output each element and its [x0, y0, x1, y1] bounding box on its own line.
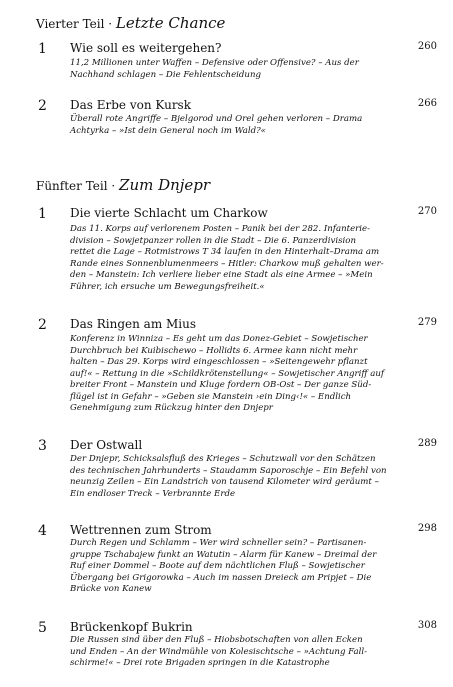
chapter-title: Der Ostwall [70, 438, 143, 452]
summary-line: Genehmigung zum Rückzug hinter den Dnjepr [70, 403, 273, 413]
chapter-summary [70, 334, 425, 415]
part-title: Zum Dnjepr [119, 176, 211, 194]
part-label: Fünfter Teil · [36, 179, 116, 193]
chapter-summary [70, 224, 425, 293]
summary-line: Das 11. Korps auf verlorenem Posten – Panik bei der 282. Infanterie- [70, 224, 371, 234]
summary-line: Konferenz in Winniza – Es geht um das Donez-Gebiet – Sowjetischer [70, 334, 368, 344]
page-number: 260 [417, 41, 437, 52]
page-number: 308 [417, 620, 437, 631]
chapter-number: 4 [38, 523, 47, 539]
summary-line: Überall rote Angriffe – Bjelgorod und Orel gehen verloren – Drama [70, 114, 363, 124]
chapter-number: 2 [38, 98, 47, 114]
summary-line: Ein endloser Treck – Verbrannte Erde [70, 488, 236, 499]
summary-line: Die Russen sind über den Fluß – Hiobsbotschaften von allen Ecken [70, 635, 363, 645]
summary-line: neunzig Zeilen – Ein Landstrich von tausend Kilometer wird geräumt – [70, 477, 379, 487]
chapter-number: 2 [38, 317, 47, 333]
chapter-summary [70, 635, 425, 670]
chapter-title: Brückenkopf Bukrin [70, 620, 193, 634]
part-title: Letzte Chance [115, 14, 226, 32]
summary-line: division – Sowjetpanzer rollen in die Stadt – Die 6. Panzerdivision [70, 235, 356, 246]
summary-line: des technischen Jahrhunderts – Staudamm Saporoschje – Ein Befehl von [70, 465, 387, 476]
summary-line: gruppe Tschabajew funkt an Watutin – Alarm für Kanew – Dreimal der [70, 549, 377, 560]
summary-line: Brücke von Kanew [70, 584, 152, 594]
summary-line: Ruf einer Dommel – Boote auf dem nächtlichen Fluß – Sowjetischer [70, 561, 365, 571]
page-number: 266 [417, 98, 437, 109]
summary-line: halten – Das 29. Korps wird eingeschlossen – »Seitengewehr pflanzt [70, 357, 368, 367]
summary-line: 11,2 Millionen unter Waffen – Defensive oder Offensive? – Aus der [70, 58, 359, 68]
summary-line: breiter Front – Manstein und Kluge fordern OB-Ost – Der ganze Süd- [70, 380, 372, 390]
chapter-summary [70, 114, 425, 137]
page-number: 279 [417, 317, 437, 328]
chapter-summary [70, 538, 425, 596]
chapter-number: 3 [38, 438, 47, 454]
page-number: 289 [417, 438, 437, 449]
part-heading [36, 14, 225, 32]
summary-line: Der Dnjepr, Schicksalsfluß des Krieges – Schutzwall vor den Schätzen [70, 454, 376, 464]
chapter-number: 1 [38, 206, 47, 222]
summary-line: und Enden – An der Windmühle von Kolesischtsche – »Achtung Fall- [70, 646, 368, 657]
summary-line: Durch Regen und Schlamm – Wer wird schneller sein? – Partisanen- [70, 538, 367, 548]
chapter-title: Das Erbe von Kursk [70, 98, 191, 112]
chapter-title: Die vierte Schlacht um Charkow [70, 206, 268, 220]
summary-line: rettet die Lage – Rotmistrows T 34 laufen in den Hinterhalt–Drama am [70, 247, 380, 257]
chapter-title: Das Ringen am Mius [70, 317, 197, 331]
chapter-summary [70, 454, 425, 500]
summary-line: Durchbruch bei Kuibischewo – Hollidts 6. Armee kann nicht mehr [70, 345, 358, 356]
chapter-number: 1 [38, 41, 47, 57]
summary-line: Führer, ich ersuche um Bewegungsfreiheit.« [70, 281, 265, 292]
part-heading [36, 176, 210, 194]
page-number: 298 [417, 523, 437, 534]
summary-line: flügel ist in Gefahr – »Geben sie Manstein ›ein Ding‹!« – Endlich [70, 391, 352, 402]
chapter-number: 5 [38, 620, 47, 636]
chapter-title: Wettrennen zum Strom [70, 523, 212, 537]
part-label: Vierter Teil · [36, 17, 113, 31]
chapter-title: Wie soll es weitergehen? [70, 41, 222, 55]
summary-line: Rande eines Sonnenblumenmeers – Hitler: Charkow muß gehalten wer- [70, 258, 384, 269]
summary-line: Achtyrka – »Ist dein General noch im Wald?« [70, 125, 266, 136]
summary-line: schirme!« – Drei rote Brigaden springen in die Katastrophe [70, 658, 330, 668]
page-number: 270 [417, 206, 437, 217]
chapter-summary [70, 58, 425, 81]
summary-line: auf!« – Rettung in die »Schildkrötenstellung« – Sowjetischer Angriff auf [70, 368, 385, 379]
summary-line: Übergang bei Grigorowka – Auch im nassen Dreieck am Pripjet – Die [70, 572, 372, 583]
summary-line: Nachhand schlagen – Die Fehlentscheidung [70, 69, 261, 80]
summary-line: den – Manstein: Ich verliere lieber eine Stadt als eine Armee – »Mein [70, 270, 373, 280]
